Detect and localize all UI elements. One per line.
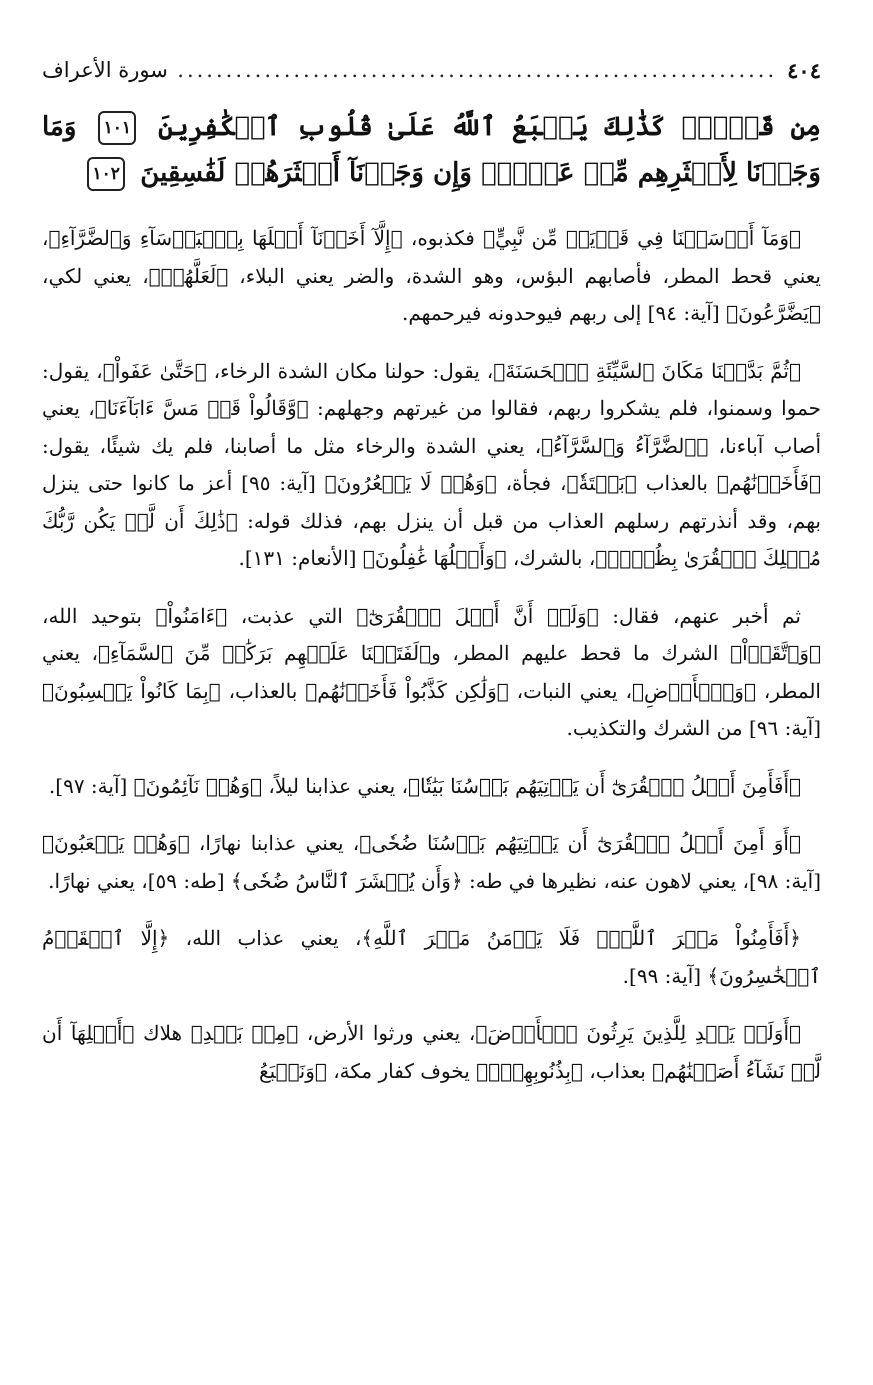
verse-text-102: وَمَا وَجَدۡنَا لِأَكۡثَرِهِم مِّنۡ عَهۡدٖۖ وَإِن وَجَدۡنَآ أَكۡثَرَهُمۡ لَفَٰسِقِينَ	[42, 112, 821, 188]
page-header	[42, 52, 821, 88]
page-number: ٤٠٤	[787, 57, 821, 83]
quran-verse-block	[42, 104, 821, 196]
verse-text-101: مِن قَبۡلُۚ كَذَٰلِكَ يَطۡبَعُ ٱللَّهُ عَلَىٰ قُلُوبِ ٱلۡكَٰفِرِينَ	[158, 112, 821, 142]
commentary-paragraph: ﴿وَمَآ أَرۡسَلۡنَا فِي قَرۡيَةٖ مِّن نَّبِيٍّ﴾ فكذبوه، ﴿إِلَّآ أَخَذۡنَآ أَهۡلَهَا بِٱلۡبَأۡسَآءِ وَٱلضَّرَّآءِ﴾، يعني قحط المطر، فأصابهم البؤس، وهو الشدة، والضر يعني البلاء، ﴿لَعَلَّهُمۡ﴾، يعني لكي، ﴿يَضَّرَّعُونَ﴾ [آية: ٩٤] إلى ربهم فيوحدونه فيرحمهم.	[42, 226, 821, 325]
header-dot-leader	[178, 58, 777, 82]
surah-name: سورة الأعراف	[42, 58, 168, 82]
verse-number-101: ١٠١	[98, 111, 136, 145]
commentary-paragraph: ﴿أَفَأَمِنَ أَهۡلُ ٱلۡقُرَىٰٓ أَن يَأۡتِيَهُم بَأۡسُنَا بَيَٰتٗا﴾، يعني عذابنا ليلاً، ﴿وَهُمۡ نَآئِمُونَ﴾ [آية: ٩٧].	[48, 773, 801, 798]
commentary-paragraph: ثم أخبر عنهم، فقال: ﴿وَلَوۡ أَنَّ أَهۡلَ ٱلۡقُرَىٰٓ﴾ التي عذبت، ﴿ءَامَنُواْ﴾ بتوحيد الله، ﴿وَٱتَّقَوۡاْ﴾ الشرك ما قحط عليهم المطر، و﴿لَفَتَحۡنَا عَلَيۡهِم بَرَكَٰتٖ مِّنَ ٱلسَّمَآءِ﴾، يعني المطر، ﴿وَٱلۡأَرۡضِ﴾، يعني النبات، ﴿وَلَٰكِن كَذَّبُواْ فَأَخَذۡنَٰهُم﴾ بالعذاب، ﴿بِمَا كَانُواْ يَكۡسِبُونَ﴾ [آية: ٩٦] من الشرك والتكذيب.	[42, 603, 821, 740]
verse-number-102: ١٠٢	[87, 157, 125, 191]
commentary-paragraph: ﴿أَوَ أَمِنَ أَهۡلُ ٱلۡقُرَىٰٓ أَن يَأۡتِيَهُم بَأۡسُنَا ضُحٗى﴾، يعني عذابنا نهارًا، ﴿وَهُمۡ يَلۡعَبُونَ﴾ [آية: ٩٨]، يعني لاهون عنه، نظيرها في طه: ﴿وَأَن يُحۡشَرَ ٱلنَّاسُ ضُحٗى﴾ [طه: ٥٩]، يعني نهارًا.	[42, 831, 821, 893]
commentary-paragraph: ﴿أَفَأَمِنُواْ مَكۡرَ ٱللَّهِۚ فَلَا يَأۡمَنُ مَكۡرَ ٱللَّهِ﴾، يعني عذاب الله، ﴿إِلَّا ٱلۡقَوۡمُ ٱلۡخَٰسِرُونَ﴾ [آية: ٩٩].	[42, 926, 821, 988]
commentary-paragraph: ﴿أَوَلَمۡ يَهۡدِ لِلَّذِينَ يَرِثُونَ ٱلۡأَرۡضَ﴾، يعني ورثوا الأرض، ﴿مِنۢ بَعۡدِ﴾ هلاك ﴿أَهۡلِهَآ أَن لَّوۡ نَشَآءُ أَصَبۡنَٰهُم﴾ بعذاب، ﴿بِذُنُوبِهِمۡۚ﴾ يخوف كفار مكة، ﴿وَنَطۡبَعُ	[42, 1021, 821, 1083]
commentary-paragraph: ﴿ثُمَّ بَدَّلۡنَا مَكَانَ ٱلسَّيِّئَةِ ٱلۡحَسَنَةَ﴾، يقول: حولنا مكان الشدة الرخاء، ﴿حَتَّىٰ عَفَواْ﴾، يقول: حموا وسمنوا، فلم يشكروا ربهم، فقالوا من غيرتهم وجهلهم: ﴿وَّقَالُواْ قَدۡ مَسَّ ءَابَآءَنَا﴾، يعني أصاب آباءنا، ﴿ٱلضَّرَّآءُ وَٱلسَّرَّآءُ﴾، يعني الشدة والرخاء مثل ما أصابنا، فلم يك شيئًا، يقول: ﴿فَأَخَذۡنَٰهُم﴾ بالعذاب ﴿بَغۡتَةٗ﴾، فجأة، ﴿وَهُمۡ لَا يَشۡعُرُونَ﴾ [آية: ٩٥] أعز ما كانوا حتى ينزل بهم، وقد أنذرتهم رسلهم العذاب من قبل أن ينزل بهم، فذلك قوله: ﴿ذَٰلِكَ أَن لَّمۡ يَكُن رَّبُّكَ مُهۡلِكَ ٱلۡقُرَىٰ بِظُلۡمٖ﴾، بالشرك، ﴿وَأَهۡلُهَا غَٰفِلُونَ﴾ [الأنعام: ١٣١].	[42, 358, 822, 570]
commentary-body	[42, 220, 821, 1110]
